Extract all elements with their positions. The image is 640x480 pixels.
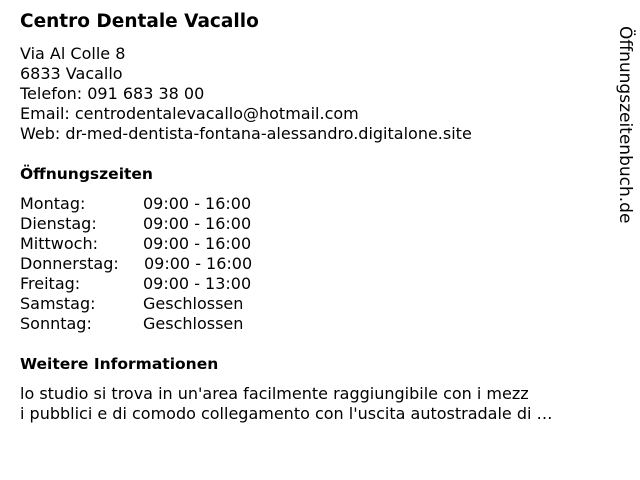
time-value: Geschlossen [143,314,244,333]
time-value: 09:00 - 16:00 [144,254,253,273]
email-address: Email: centrodentalevacallo@hotmail.com [20,104,359,123]
info-line: lo studio si trova in un'area facilmente raggiungibile con i mezz [20,384,529,403]
phone-number: Telefon: 091 683 38 00 [20,84,205,103]
opening-hours-heading: Öffnungszeiten [20,165,153,183]
hours-row-tuesday [20,214,300,234]
day-label: Freitag: [20,274,81,293]
opening-hours-table [20,194,300,334]
hours-row-wednesday [20,234,300,254]
time-value: 09:00 - 16:00 [143,234,252,253]
time-value: 09:00 - 16:00 [143,214,252,233]
brand-watermark [594,26,640,224]
day-label: Montag: [20,194,86,213]
day-label: Samstag: [20,294,96,313]
hours-row-sunday [20,314,300,334]
more-info-heading: Weitere Informationen [20,355,219,373]
day-label: Dienstag: [20,214,97,233]
hours-row-saturday [20,294,300,314]
day-label: Mittwoch: [20,234,98,253]
more-info-text [20,384,553,424]
hours-row-friday [20,274,300,294]
time-value: 09:00 - 13:00 [143,274,252,293]
time-value: Geschlossen [143,294,244,313]
hours-row-thursday [20,254,300,274]
address-city: 6833 Vacallo [20,64,123,83]
address-street: Via Al Colle 8 [20,44,126,63]
day-label: Sonntag: [20,314,92,333]
website-address: Web: dr-med-dentista-fontana-alessandro.digitalone.site [20,124,472,143]
info-line: i pubblici e di comodo collegamento con l'uscita autostradale di … [20,404,553,423]
contact-block [20,44,472,144]
time-value: 09:00 - 16:00 [143,194,252,213]
business-name: Centro Dentale Vacallo [20,11,259,32]
brand-site-name: Öffnungszeitenbuch.de [615,26,635,224]
day-label: Donnerstag: [20,254,119,273]
hours-row-monday [20,194,300,214]
